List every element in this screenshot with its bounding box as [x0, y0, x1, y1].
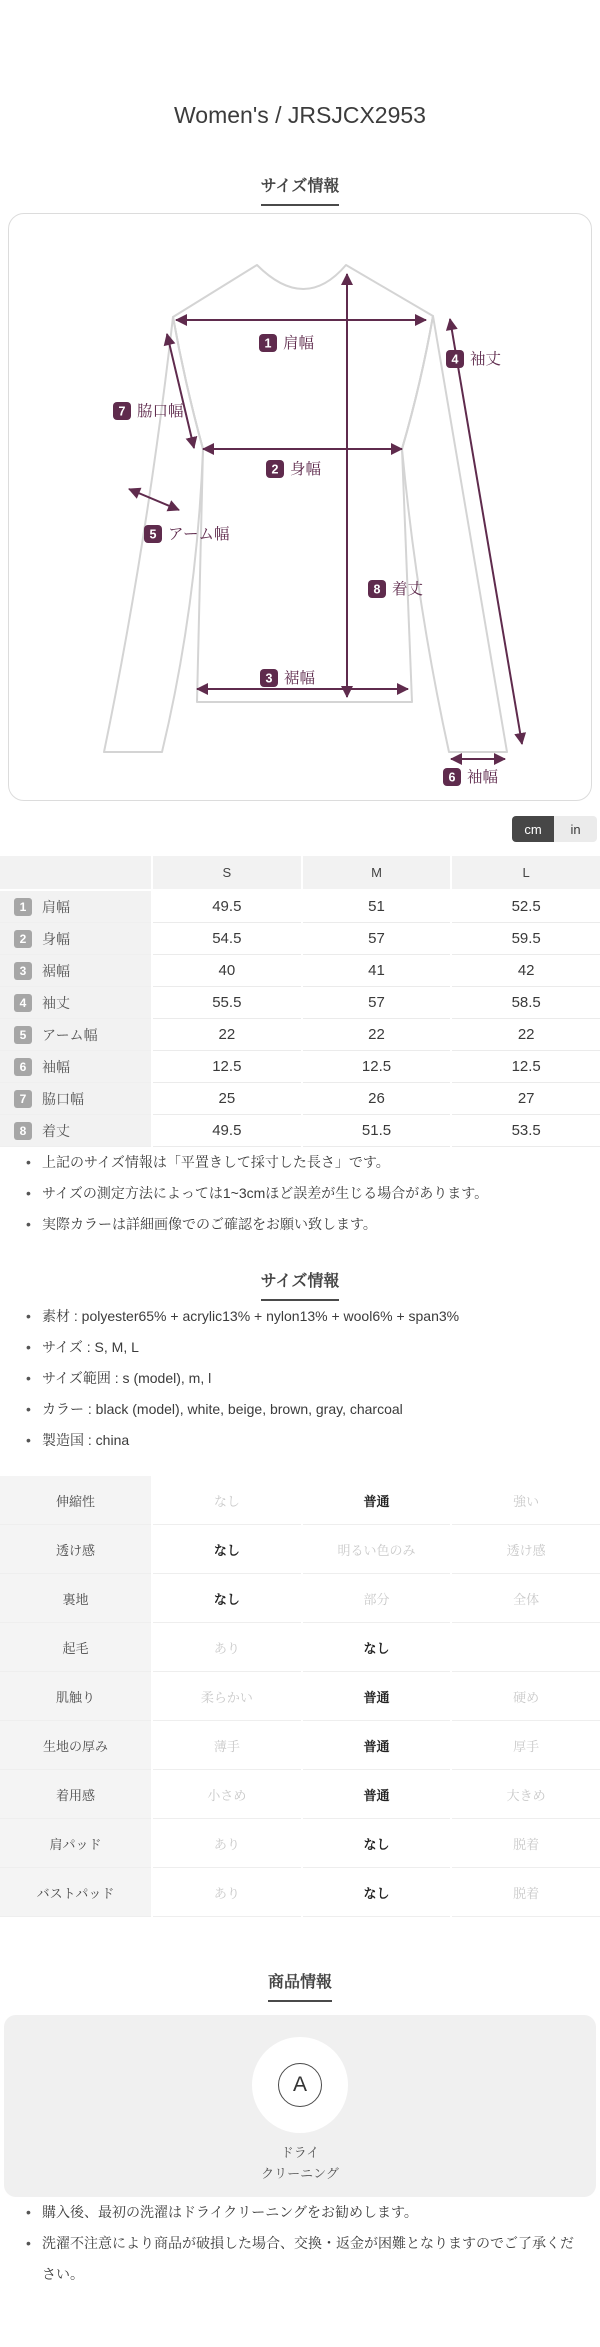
attribute-option: なし	[303, 1623, 451, 1672]
row-label: 脇口幅	[42, 1090, 84, 1107]
size-table-header	[0, 856, 600, 889]
row-label: 肩幅	[42, 898, 70, 915]
note-item: • 上記のサイズ情報は「平置きして採寸した長さ」です。	[26, 1147, 580, 1178]
size-table-grid	[0, 856, 600, 1147]
cell-value: 42	[452, 955, 600, 987]
attribute-row	[0, 1770, 600, 1819]
row-number-badge: 5	[14, 1026, 32, 1044]
cell-value: 54.5	[153, 923, 301, 955]
attribute-row	[0, 1525, 600, 1574]
cell-value: 51	[303, 891, 451, 923]
attribute-option: なし	[153, 1525, 301, 1574]
cell-value: 52.5	[452, 891, 600, 923]
size-notes-list	[0, 1147, 600, 1240]
col-header-s: S	[153, 856, 301, 889]
info-item-sizes: • サイズ : S, M, L	[26, 1332, 580, 1363]
info-item-material: • 素材 : polyester65% + acrylic13% + nylon13% + wool6% + span3%	[26, 1301, 580, 1332]
attribute-table	[0, 1476, 600, 1917]
attribute-label: 生地の厚み	[0, 1721, 151, 1770]
measure-label-body-width: 身幅	[290, 461, 322, 478]
attribute-option: 普通	[303, 1476, 451, 1525]
table-row	[0, 1115, 600, 1147]
care-label: ドライ クリーニング	[261, 2145, 339, 2181]
attribute-row	[0, 1819, 600, 1868]
attribute-option: 薄手	[153, 1721, 301, 1770]
attribute-label: 裏地	[0, 1574, 151, 1623]
attribute-label: 伸縮性	[0, 1476, 151, 1525]
attribute-option: 厚手	[452, 1721, 600, 1770]
cell-value: 41	[303, 955, 451, 987]
row-label: 裾幅	[42, 962, 70, 979]
note-item: • 洗濯不注意により商品が破損した場合、交換・返金が困難となりますのでご了承ください。	[26, 2228, 580, 2290]
info-section-heading: サイズ情報	[0, 1272, 600, 1301]
product-info-list	[0, 1301, 600, 1456]
attribute-option: なし	[303, 1819, 451, 1868]
attribute-label: 起毛	[0, 1623, 151, 1672]
care-notes-list	[0, 2197, 600, 2290]
cell-value: 49.5	[153, 891, 301, 923]
table-row	[0, 891, 600, 923]
attribute-label: 透け感	[0, 1525, 151, 1574]
attribute-row	[0, 1574, 600, 1623]
table-row	[0, 955, 600, 987]
attribute-option: 脱着	[452, 1868, 600, 1917]
note-item: • 実際カラーは詳細画像でのご確認をお願い致します。	[26, 1209, 580, 1240]
attribute-option: 部分	[303, 1574, 451, 1623]
row-number-badge: 3	[14, 962, 32, 980]
cell-value: 22	[303, 1019, 451, 1051]
attribute-option: 大きめ	[452, 1770, 600, 1819]
cell-value: 58.5	[452, 987, 600, 1019]
cell-value: 49.5	[153, 1115, 301, 1147]
measure-label-length: 着丈	[392, 581, 424, 598]
cell-value: 27	[452, 1083, 600, 1115]
attribute-option: 普通	[303, 1721, 451, 1770]
row-label: 袖幅	[42, 1058, 70, 1075]
attribute-option: あり	[153, 1819, 301, 1868]
svg-text:1: 1	[264, 336, 272, 351]
attribute-option: 普通	[303, 1672, 451, 1721]
table-row	[0, 1051, 600, 1083]
row-number-badge: 8	[14, 1122, 32, 1140]
cell-value: 40	[153, 955, 301, 987]
sweater-body-outline	[173, 265, 433, 702]
svg-text:4: 4	[451, 352, 459, 367]
col-header-m: M	[303, 856, 451, 889]
svg-text:7: 7	[118, 404, 126, 419]
attribute-option: 明るい色のみ	[303, 1525, 451, 1574]
cell-value: 25	[153, 1083, 301, 1115]
measure-label-sleeve-length: 袖丈	[470, 351, 502, 368]
table-row	[0, 923, 600, 955]
attribute-label: 肌触り	[0, 1672, 151, 1721]
size-section-heading: サイズ情報	[0, 177, 600, 206]
attribute-option: 柔らかい	[153, 1672, 301, 1721]
note-item: • 購入後、最初の洗濯はドライクリーニングをお勧めします。	[26, 2197, 580, 2228]
info-item-origin: • 製造国 : china	[26, 1425, 580, 1456]
row-number-badge: 4	[14, 994, 32, 1012]
sweater-measurement-diagram	[9, 214, 592, 800]
table-row	[0, 1083, 600, 1115]
size-table-corner	[0, 856, 151, 889]
row-label: アーム幅	[42, 1026, 98, 1043]
unit-toggle	[0, 816, 597, 842]
info-item-colors: • カラー : black (model), white, beige, brown, gray, charcoal	[26, 1394, 580, 1425]
attribute-label: 着用感	[0, 1770, 151, 1819]
cell-value: 53.5	[452, 1115, 600, 1147]
cell-value: 55.5	[153, 987, 301, 1019]
attribute-row	[0, 1672, 600, 1721]
attribute-label: バストパッド	[0, 1868, 151, 1917]
svg-text:6: 6	[448, 770, 456, 785]
measure-label-arm-width: アーム幅	[168, 526, 230, 543]
attribute-option: 強い	[452, 1476, 600, 1525]
row-label: 袖丈	[42, 994, 70, 1011]
row-number-badge: 6	[14, 1058, 32, 1076]
cell-value: 26	[303, 1083, 451, 1115]
svg-text:2: 2	[271, 462, 279, 477]
care-symbol-background	[252, 2037, 348, 2133]
cell-value: 57	[303, 987, 451, 1019]
table-row	[0, 987, 600, 1019]
cell-value: 51.5	[303, 1115, 451, 1147]
cell-value: 12.5	[452, 1051, 600, 1083]
table-row	[0, 1019, 600, 1051]
svg-text:5: 5	[149, 527, 157, 542]
unit-in-button[interactable]: in	[554, 816, 597, 842]
row-label: 着丈	[42, 1122, 70, 1139]
col-header-l: L	[452, 856, 600, 889]
attribute-row	[0, 1623, 600, 1672]
measure-label-shoulder: 肩幅	[283, 335, 315, 352]
attribute-row	[0, 1868, 600, 1917]
measure-label-hem-width: 裾幅	[284, 670, 316, 687]
attribute-label: 肩パッド	[0, 1819, 151, 1868]
attribute-row	[0, 1721, 600, 1770]
attribute-option: 普通	[303, 1770, 451, 1819]
info-item-size-range: • サイズ範囲 : s (model), m, l	[26, 1363, 580, 1394]
page-title: Women's / JRSJCX2953	[174, 102, 426, 128]
row-number-badge: 1	[14, 898, 32, 916]
product-section-heading: 商品情報	[0, 1973, 600, 2002]
attribute-option: なし	[303, 1868, 451, 1917]
attribute-option: あり	[153, 1868, 301, 1917]
svg-text:3: 3	[265, 671, 273, 686]
size-diagram	[8, 213, 592, 801]
attribute-option: なし	[153, 1574, 301, 1623]
care-panel	[4, 2015, 596, 2197]
attribute-option: 硬め	[452, 1672, 600, 1721]
cell-value: 22	[153, 1019, 301, 1051]
measure-label-armpit-width: 脇口幅	[137, 403, 184, 420]
attribute-option	[452, 1623, 600, 1672]
note-item: • サイズの測定方法によっては1~3cmほど誤差が生じる場合があります。	[26, 1178, 580, 1209]
row-number-badge: 2	[14, 930, 32, 948]
attribute-option: 脱着	[452, 1819, 600, 1868]
cell-value: 59.5	[452, 923, 600, 955]
attribute-option: 全体	[452, 1574, 600, 1623]
attribute-option: 透け感	[452, 1525, 600, 1574]
dry-cleaning-icon: A	[278, 2063, 322, 2107]
unit-cm-button[interactable]: cm	[512, 816, 554, 842]
attribute-option: なし	[153, 1476, 301, 1525]
row-label: 身幅	[42, 930, 70, 947]
cell-value: 12.5	[153, 1051, 301, 1083]
attribute-option: あり	[153, 1623, 301, 1672]
cell-value: 22	[452, 1019, 600, 1051]
measure-label-cuff-width: 袖幅	[467, 769, 499, 786]
svg-text:8: 8	[373, 582, 381, 597]
attribute-option: 小さめ	[153, 1770, 301, 1819]
attribute-row	[0, 1476, 600, 1525]
cell-value: 12.5	[303, 1051, 451, 1083]
cell-value: 57	[303, 923, 451, 955]
row-number-badge: 7	[14, 1090, 32, 1108]
